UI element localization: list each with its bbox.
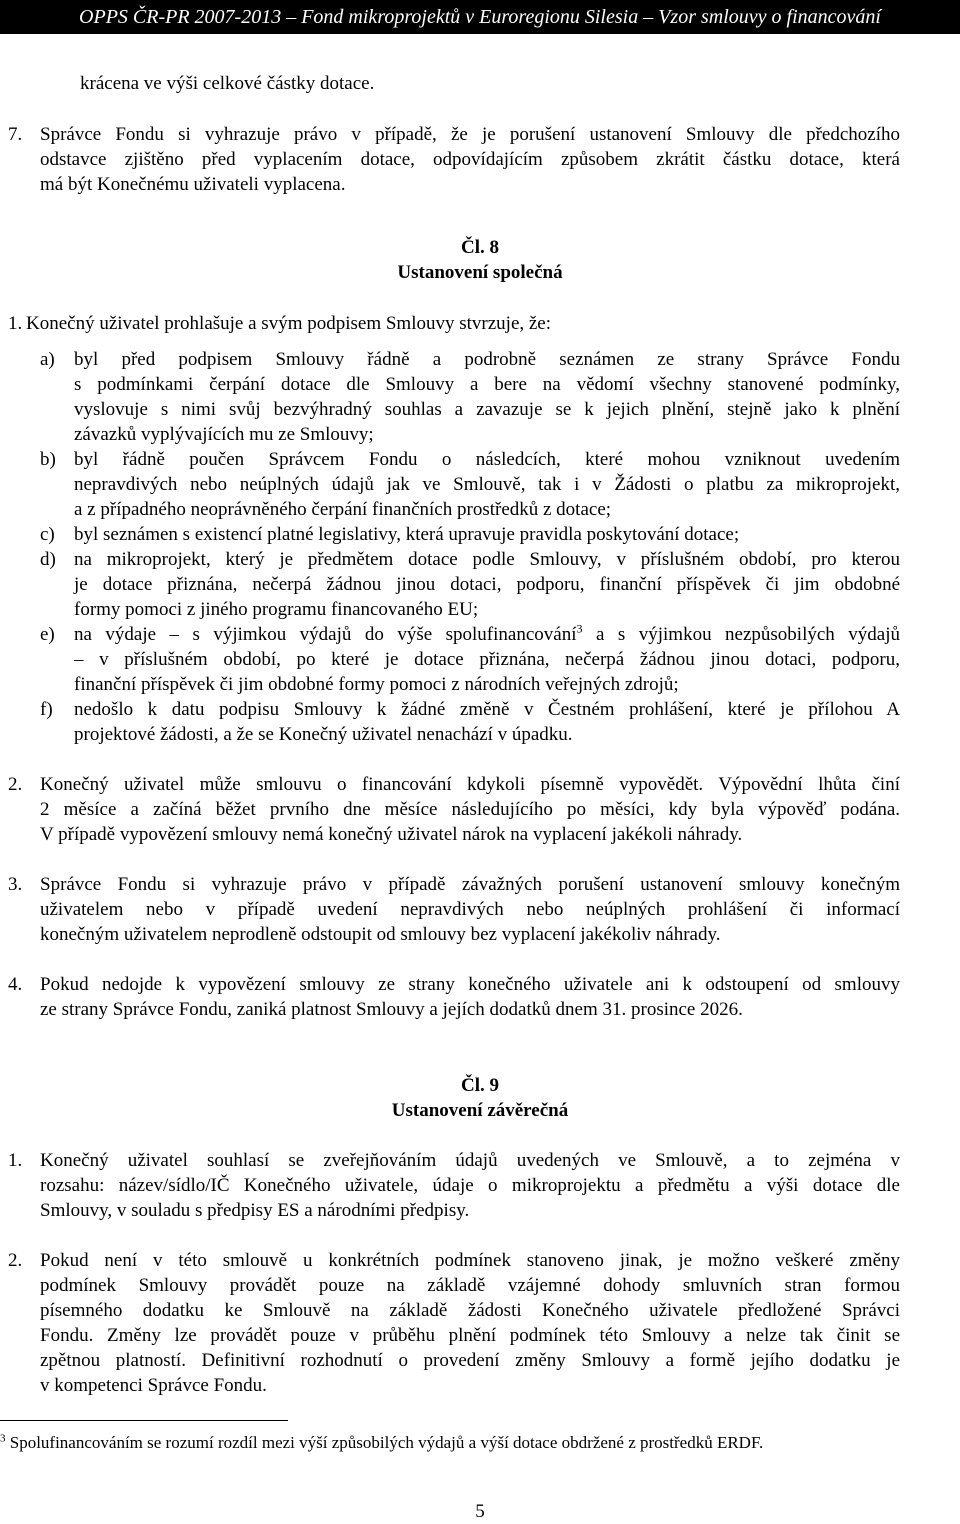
section-8-3-line: uživatelem nebo v případě uvedení nepravdivých nebo neúplných prohlášení či informací: [40, 899, 900, 920]
footnote-reference: 3: [576, 621, 583, 636]
item-b-line: nepravdivých nebo neúplných údajů jak ve Smlouvě, tak i v Žádosti o platbu za mikroprojekt,: [74, 474, 900, 495]
section-8-2-line: V případě vypovězení smlouvy nemá konečný uživatel nárok na vyplacení jakékoli náhrady.: [40, 824, 743, 845]
footnote-mark: 3: [0, 1432, 6, 1445]
item-b-line: a z případného neoprávněného čerpání finančních prostředků z dotace;: [74, 499, 612, 520]
item-e-line: – v příslušném období, po které je dotace přiznána, nečerpá žádnou jinou dotaci, podporu,: [74, 649, 900, 670]
item-a-mark: a): [40, 349, 55, 370]
section-9-1-line: rozsahu: název/sídlo/IČ Konečného uživatele, údaje o mikroprojektu a předmětu a výši dotace dle: [40, 1175, 900, 1196]
item-a-line: vyslovuje s nimi svůj bezvýhradný souhlas a zavazuje se k jejich plnění, stejně jako k plnění: [74, 399, 900, 420]
item-d-mark: d): [40, 549, 56, 570]
section-9-1-line: Smlouvy, v souladu s předpisy ES a národními předpisy.: [40, 1200, 470, 1221]
section-9-1-number: 1.: [8, 1150, 23, 1171]
section-9-2-number: 2.: [8, 1250, 23, 1271]
item-e-text-part: a s výjimkou nezpůsobilých výdajů: [582, 624, 900, 645]
section-9-2-line: podmínek Smlouvy provádět pouze na základě vzájemné dohody smluvních stran formou: [40, 1275, 900, 1296]
section-9-2-line: v kompetenci Správce Fondu.: [40, 1375, 267, 1396]
section-8-1-text: Konečný uživatel prohlašuje a svým podpisem Smlouvy stvrzuje, že:: [26, 313, 552, 334]
section-8-2-number: 2.: [8, 774, 23, 795]
intro-line: krácena ve výši celkové částky dotace.: [80, 73, 375, 94]
section-9-2-line: zpětnou platností. Definitivní rozhodnutí o provedení změny Smlouvy a formě jejího dodatku je: [40, 1350, 900, 1371]
item-d-line: je dotace přiznána, nečerpá žádnou jinou dotaci, podporu, finanční příspěvek či jim obdobné: [74, 574, 900, 595]
footnote-text: Spolufinancováním se rozumí rozdíl mezi výší způsobilých výdajů a výší dotace obdržené z prostředků ERDF.: [5, 1433, 764, 1452]
item-d-line: na mikroprojekt, který je předmětem dotace podle Smlouvy, v příslušném období, pro kterou: [74, 549, 900, 570]
item-e-line: [74, 623, 900, 647]
item-c-line: byl seznámen s existencí platné legislativy, která upravuje pravidla poskytování dotace;: [74, 524, 740, 545]
section-8-3-line: konečným uživatelem neprodleně odstoupit od smlouvy bez vyplacení jakékoliv náhrady.: [40, 924, 721, 945]
section-9-1-line: Konečný uživatel souhlasí se zveřejňováním údajů uvedených ve Smlouvě, a to zejména v: [40, 1150, 900, 1171]
item-e-text-part: na výdaje – s výjimkou výdajů do výše spolufinancování: [74, 624, 577, 645]
paragraph-7-line: odstavce zjištěno před vyplacením dotace, odpovídajícím způsobem zkrátit částku dotace, která: [40, 149, 900, 170]
paragraph-7-line: má být Konečnému uživateli vyplacena.: [40, 174, 346, 195]
item-b-mark: b): [40, 449, 56, 470]
item-e-line: finanční příspěvek či jim obdobné formy pomoci z národních veřejných zdrojů;: [74, 674, 679, 695]
article-8-subtitle: Ustanovení společná: [397, 262, 563, 283]
section-8-2-line: 2 měsíce a začíná běžet prvního dne měsíce následujícího po měsíci, kdy byla výpověď podána.: [40, 799, 900, 820]
section-9-2-line: písemného dodatku ke Smlouvě na základě žádosti Konečného uživatele předložené Správci: [40, 1300, 900, 1321]
item-a-line: byl před podpisem Smlouvy řádně a podrobně seznámen ze strany Správce Fondu: [74, 349, 900, 370]
footnote: [0, 1431, 763, 1455]
section-8-4-line: Pokud nedojde k vypovězení smlouvy ze strany konečného uživatele ani k odstoupení od smlouvy: [40, 974, 900, 995]
section-8-1-number: 1.: [8, 313, 23, 334]
page-number: 5: [475, 1501, 485, 1522]
item-f-line: nedošlo k datu podpisu Smlouvy k žádné změně v Čestném prohlášení, které je přílohou A: [74, 699, 900, 720]
section-9-2-line: Fondu. Změny lze provádět pouze v průběhu plnění podmínek této Smlouvy a nelze tak činit se: [40, 1325, 900, 1346]
section-8-3-number: 3.: [8, 874, 23, 895]
section-8-4-line: ze strany Správce Fondu, zaniká platnost Smlouvy a jejích dodatků dnem 31. prosince 2026.: [40, 999, 743, 1020]
section-8-2-line: Konečný uživatel může smlouvu o financování kdykoli písemně vypovědět. Výpovědní lhůta činí: [40, 774, 900, 795]
item-a-line: závazků vyplývajících mu ze Smlouvy;: [74, 424, 374, 445]
paragraph-7-number: 7.: [8, 124, 23, 145]
item-d-line: formy pomoci z jiného programu financovaného EU;: [74, 599, 479, 620]
article-8-title: Čl. 8: [461, 237, 499, 258]
item-f-mark: f): [40, 699, 53, 720]
section-9-2-line: Pokud není v této smlouvě u konkrétních podmínek stanoveno jinak, je možno veškeré změny: [40, 1250, 900, 1271]
item-c-mark: c): [40, 524, 55, 545]
section-8-3-line: Správce Fondu si vyhrazuje právo v případě závažných porušení ustanovení smlouvy konečným: [40, 874, 900, 895]
article-9-title: Čl. 9: [461, 1075, 499, 1096]
item-a-line: s podmínkami čerpání dotace dle Smlouvy a bere na vědomí všechny stanovené podmínky,: [74, 374, 900, 395]
footnote-separator: [0, 1420, 288, 1421]
article-9-subtitle: Ustanovení závěrečná: [391, 1100, 569, 1121]
item-f-line: projektové žádosti, a že se Konečný uživatel nenachází v úpadku.: [74, 724, 573, 745]
section-8-4-number: 4.: [8, 974, 23, 995]
item-b-line: byl řádně poučen Správcem Fondu o následcích, které mohou vzniknout uvedením: [74, 449, 900, 470]
item-e-mark: e): [40, 624, 55, 645]
document-header: OPPS ČR-PR 2007-2013 – Fond mikroprojektů v Euroregionu Silesia – Vzor smlouvy o financování: [0, 0, 960, 34]
paragraph-7-line: Správce Fondu si vyhrazuje právo v případě, že je porušení ustanovení Smlouvy dle předchozího: [40, 124, 900, 145]
